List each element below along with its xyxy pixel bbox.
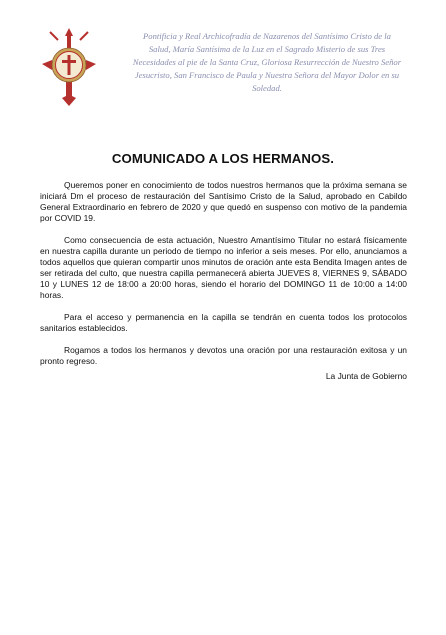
- body-paragraph: Rogamos a todos los hermanos y devotos una oración por una restauración exitosa y un pronto regreso.: [40, 345, 407, 366]
- brotherhood-emblem: [40, 26, 98, 108]
- body-paragraph: Como consecuencia de esta actuación, Nuestro Amantísimo Titular no estará físicamente en nuestra capilla durante un periodo de tiempo no inferior a seis meses. Por ello, anunciamos a todos aquellos que quieran compartir unos minutos de oración ante esta Bendita Imagen antes de ser retirada del culto, que nuestra capilla permanecerá abierta JUEVES 8, VIERNES 9, SÁBADO 10 y LUNES 12 de 18:00 a 20:00 horas, siendo el horario del DOMINGO 11 de 10:00 a 14:00 horas.: [40, 235, 407, 300]
- header-line: Salud, María Santísima de la Luz en el Sagrado Misterio de sus Tres: [148, 44, 386, 54]
- document-body: [40, 180, 407, 378]
- brotherhood-header: [112, 30, 422, 95]
- document-title: COMUNICADO A LOS HERMANOS.: [111, 151, 335, 166]
- header-line: Soledad.: [252, 83, 282, 93]
- body-paragraph: Queremos poner en conocimiento de todos nuestros hermanos que la próxima semana se iniciará Dm el proceso de restauración del Santísimo Cristo de la Salud, aprobado en Cabildo General Extraordinario en febrero de 2020 y que quedó en suspenso con motivo de la pandemia por COVID 19.: [40, 180, 407, 223]
- cross-and-medallion-icon: [40, 26, 98, 108]
- header-line: Necesidades al pie de la Santa Cruz, Gloriosa Resurrección de Nuestro Señor: [132, 57, 402, 67]
- signature: La Junta de Gobierno: [325, 371, 407, 381]
- header-line: Jesucristo, San Francisco de Paula y Nuestra Señora del Mayor Dolor en su: [134, 70, 400, 80]
- header-line: Pontificia y Real Archicofradía de Nazarenos del Santísimo Cristo de la: [143, 31, 391, 41]
- body-paragraph: Para el acceso y permanencia en la capilla se tendrán en cuenta todos los protocolos sanitarios establecidos.: [40, 312, 407, 333]
